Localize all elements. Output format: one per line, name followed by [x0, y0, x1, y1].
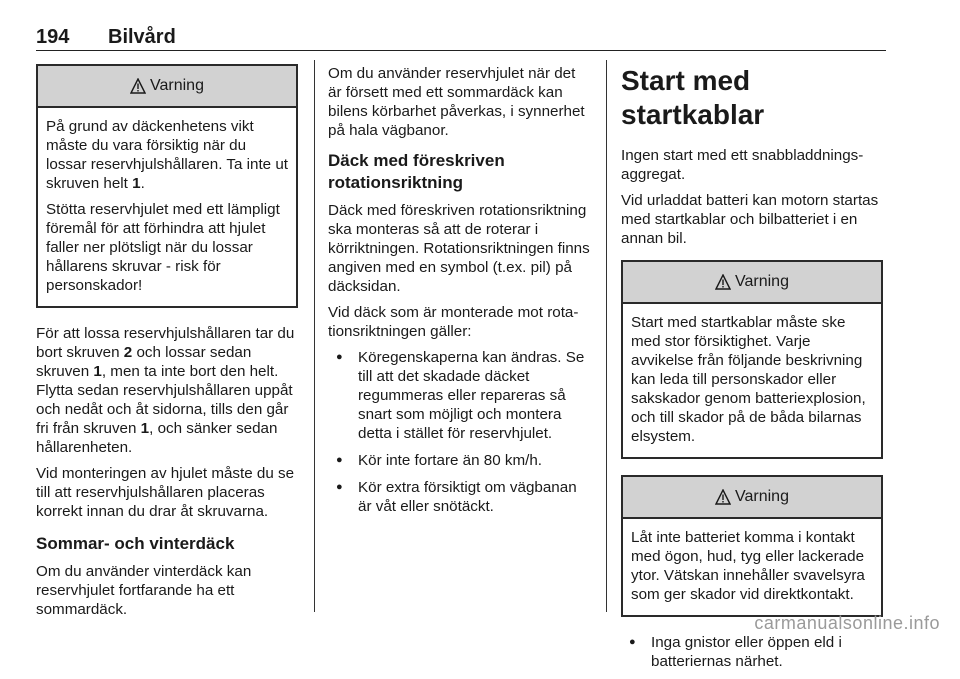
warning-header — [623, 477, 881, 519]
warning-box — [36, 64, 298, 308]
warning-text: På grund av däckenhetens vikt måste du vara försiktig när du lossar reservhjulshållaren. Ta inte ut skruven helt 1. — [46, 118, 288, 192]
body-paragraph: Om du använder reservhjulet när det är försett med ett sommardäck kan bilens körbarhet påverkas, i synnerhet på hala vägbanor. — [328, 65, 585, 139]
column-divider — [314, 60, 315, 612]
warning-title: Varning — [150, 77, 204, 94]
bullet-list — [621, 633, 883, 671]
warning-box — [621, 260, 883, 459]
body-paragraph: Vid urladdat batteri kan motorn startas med startkablar och bilbatteriet i en annan bil. — [621, 192, 879, 247]
warning-title: Varning — [735, 488, 789, 505]
warning-triangle-icon — [130, 78, 146, 94]
warning-text: Stötta reservhjulet med ett lämpligt föremål för att förhindra att hjulet faller ner plötsligt när du lossar hållarens skruvar - risk för personskador! — [46, 201, 280, 294]
body-paragraph: Vid däck som är monterade mot rotationsriktningen gäller: — [328, 304, 579, 340]
warning-triangle-icon — [715, 274, 731, 290]
list-item: ● Kör inte fortare än 80 km/h. — [328, 451, 590, 470]
warning-header — [623, 262, 881, 304]
column-2 — [328, 64, 590, 524]
header-rule — [36, 50, 886, 51]
warning-header — [38, 66, 296, 108]
body-paragraph: Däck med föreskriven rotationsriktning ska monteras så att de roterar i körriktningen. Rotationsriktningen finns angiven med en symbol (t.ex. pil) på däcksidan. — [328, 202, 590, 295]
warning-text: Låt inte batteriet komma i kontakt med ögon, hud, tyg eller lackerade ytor. Vätskan innehåller svavelsyra som ger skador vid direktkontakt. — [631, 529, 865, 603]
watermark: carmanualsonline.info — [754, 613, 940, 633]
section-heading: Däck med föreskriven rotationsriktning — [328, 151, 505, 192]
warning-title: Varning — [735, 273, 789, 290]
list-item: ● Inga gnistor eller öppen eld i batteriernas närhet. — [621, 633, 883, 671]
warning-text: Start med startkablar måste ske med stor försiktighet. Varje avvikelse från följande beskrivning kan leda till personskador eller sakskador genom batteriexplosion, och till skador på de båda bilarnas elsystem. — [631, 314, 866, 445]
column-3 — [621, 64, 883, 679]
section-title: Start med startkablar — [621, 65, 765, 130]
page-number: 194 — [36, 26, 70, 48]
bullet-list — [328, 348, 590, 516]
chapter-title: Bilvård — [108, 26, 176, 48]
section-heading: Sommar- och vinterdäck — [36, 534, 235, 553]
list-item: ● Köregenskaperna kan ändras. Se till att det skadade däcket regummeras eller repareras så snart som möjligt och montera detta i stället för reservhjulet. — [328, 348, 590, 443]
body-paragraph: Om du använder vinterdäck kan reservhjulet fortfarande ha ett sommardäck. — [36, 563, 252, 618]
column-1 — [36, 64, 298, 626]
warning-box — [621, 475, 883, 617]
body-paragraph: För att lossa reservhjulshållaren tar du bort skruven 2 och lossar sedan skruven 1, men ta inte bort den helt. Flytta sedan reservhjulshållaren uppåt och nedåt och åt sidorna, tills den går fri från skruven 1, och sänker sedan hållarenheten. — [36, 325, 295, 456]
body-paragraph: Vid monteringen av hjulet måste du se till att reservhjulshållaren placeras korrekt innan du drar åt skruvarna. — [36, 465, 295, 520]
page-header — [36, 26, 886, 50]
warning-triangle-icon — [715, 489, 731, 505]
list-item: ● Kör extra försiktigt om vägbanan är våt eller snötäckt. — [328, 478, 590, 516]
body-paragraph: Ingen start med ett snabbladdningsaggregat. — [621, 147, 864, 183]
column-divider — [606, 60, 607, 612]
